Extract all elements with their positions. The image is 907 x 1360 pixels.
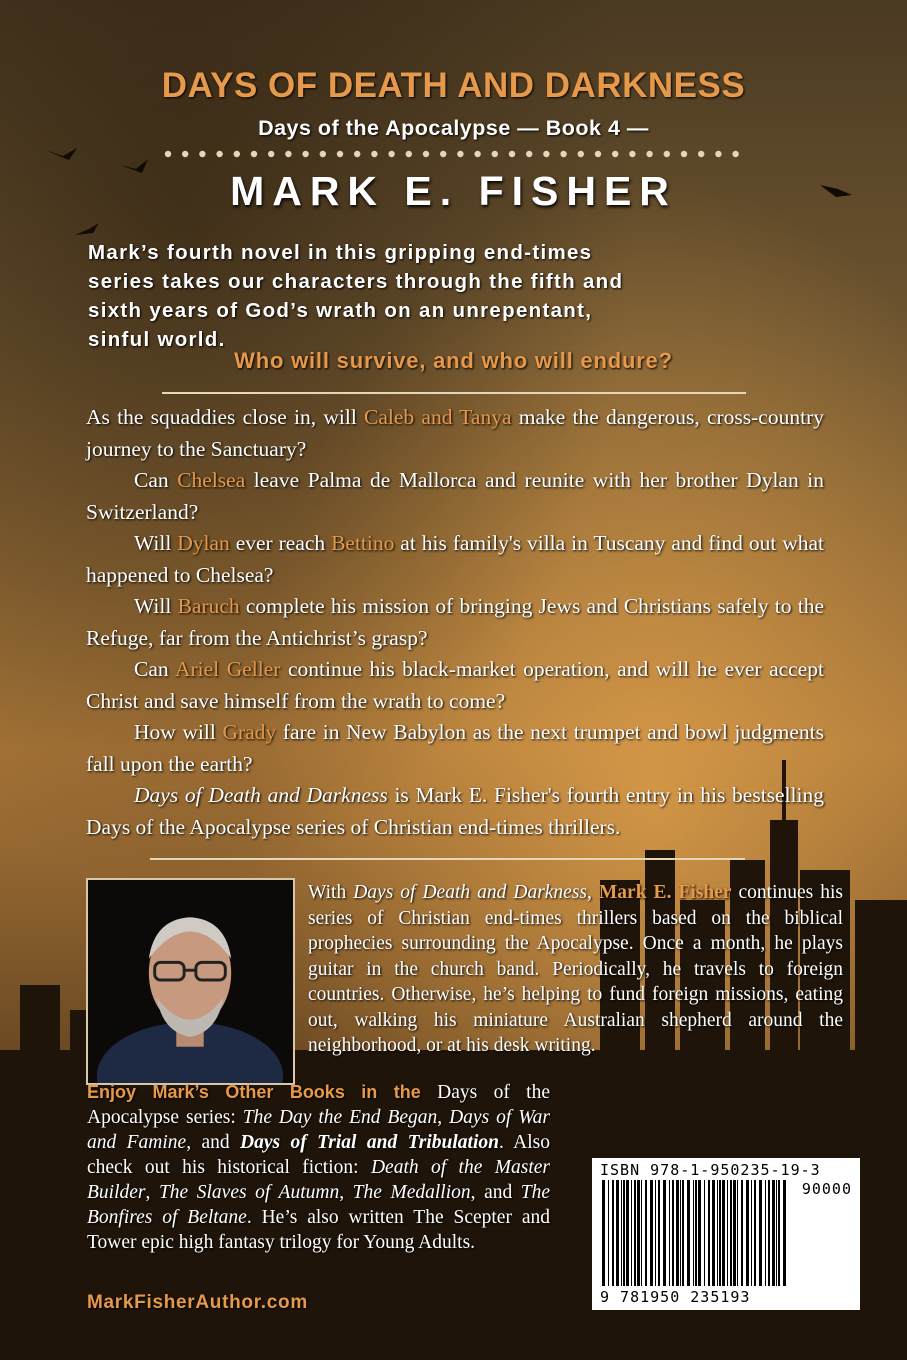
blurb [88,238,806,354]
closing-paragraph: Days of Death and Darkness is Mark E. Fisher's fourth entry in his bestselling Days of the Apocalypse series of Christian end-times thrillers. [86,783,825,839]
book-title: DAYS OF DEATH AND DARKNESS [161,66,746,105]
blurb-line: sinful world. [88,328,226,351]
question-paragraph: How will Grady fare in New Babylon as the next trumpet and bowl judgments fall upon the earth? [86,720,824,776]
blurb-line: Mark’s fourth novel in this gripping end-times [88,241,593,264]
character-name: Baruch [177,594,240,618]
question-paragraph: Will Dylan ever reach Bettino at his family's villa in Tuscany and find out what happened to Chelsea? [86,531,824,587]
character-name: Bettino [331,531,395,555]
other-books: Enjoy Mark’s Other Books in the Days of the Apocalypse series: The Day the End Began, Days of War and Famine, and Days of Trial and Tribulation. Also check out his historical fiction: Death of the Master Builder, The Slaves of Autumn, The Medallion, and The Bonfires of Beltane. He’s also written The Scepter and Tower epic high fantasy trilogy for Young Adults. [87,1082,551,1253]
character-name: Ariel Geller [174,657,281,681]
character-name: Grady [222,720,277,744]
character-name: Caleb and Tanya [364,405,512,429]
description [86,402,824,843]
divider-rule [150,858,745,860]
isbn-barcode [592,1158,860,1310]
question-paragraph: Can Ariel Geller continue his black-market operation, and will he ever accept Christ and save himself from the wrath to come? [86,657,824,713]
ean-bars [600,1180,790,1290]
divider-rule [162,392,746,394]
question-paragraph: Can Chelsea leave Palma de Mallorca and reunite with her brother Dylan in Switzerland? [86,468,824,524]
author-name-highlight: Mark E. Fisher [598,882,732,903]
dotted-divider [162,147,744,161]
character-name: Dylan [177,531,230,555]
tagline: Who will survive, and who will endure? [234,348,673,373]
blurb-line: sixth years of God’s wrath on an unrepentant, [88,299,593,322]
ean-digits: 9 781950 235193 [600,1288,751,1306]
character-name: Chelsea [177,468,246,492]
series-line: Days of the Apocalypse — Book 4 — [258,116,649,140]
isbn-text: ISBN 978-1-950235-19-3 [600,1161,821,1179]
author-website[interactable]: MarkFisherAuthor.com [87,1292,308,1313]
author-name: MARK E. FISHER [230,168,677,214]
author-photo [86,878,295,1085]
question-paragraph: Will Baruch complete his mission of bringing Jews and Christians safely to the Refuge, far from the Antichrist’s grasp? [86,594,824,650]
blurb-line: series takes our characters through the fifth and [88,270,624,293]
question-paragraph: As the squaddies close in, will Caleb and Tanya make the dangerous, cross-country journey to the Sanctuary? [86,405,824,461]
author-bio: With Days of Death and Darkness, Mark E. Fisher continues his series of Christian end-times thrillers based on the biblical prophecies surrounding the Apocalypse. Once a month, he plays guitar in the church band. Periodically, he travels to foreign countries. Otherwise, he’s helping to fund foreign missions, eating out, walking his miniature Australian shepherd around the neighborhood, or at his desk writing. [308,882,844,1056]
price-code: 90000 [801,1180,852,1198]
